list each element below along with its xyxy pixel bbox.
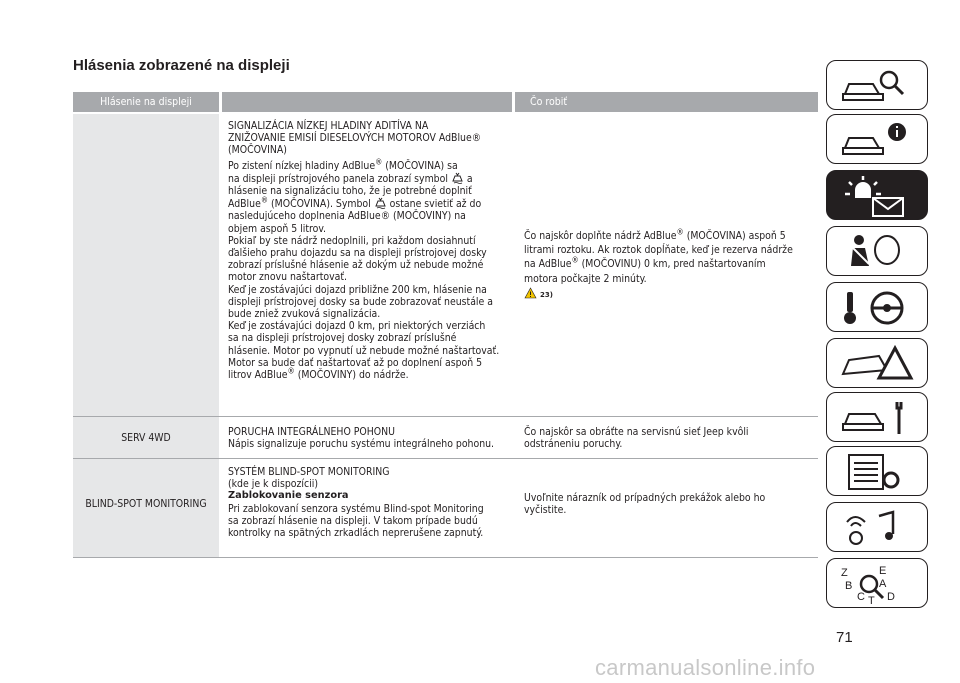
adblue-fluid-icon — [374, 197, 387, 209]
page-title: Hlásenia zobrazené na displeji — [73, 57, 290, 74]
specifications-list-icon — [839, 452, 917, 492]
watermark: carmanualsonline.info — [595, 655, 816, 680]
serv-4wd-action: Čo najskôr sa obráťte na servisnú sieť Jeep kvôli odstráneniu poruchy. — [524, 426, 749, 451]
svg-text:Z: Z — [841, 567, 848, 579]
chapter-tab-warning-lights[interactable] — [826, 170, 928, 220]
adblue-description: SIGNALIZÁCIA NÍZKEJ HLADINY ADITÍVA NA ZNIŽOVANIE EMISIÍ DIESELOVÝCH MOTOROV AdBlue® (MOČOVINA) Po zistení nízkej hladiny AdBlue® (MOČOVINA) sa na displeji prístrojového panela zobrazí symbol a hlásenie na signalizáciu toho, že je potrebné doplniť AdBlue® (MOČOVINA). Symbol ostane svietiť až do nasledujúceho doplnenia AdBlue® (MOČOVINY) na objem aspoň 5 litrov. Pokiaľ by ste nádrž nedoplnili, pri každom dosiahnutí ďalšieho prahu dojazdu sa na displeji prístrojovej dosky zobrazí príslušné hlásenie až dokým už nebude možné motor znovu naštartovať. Keď je zostávajúci dojazd približne 200 km, hlásenie na displeji prístrojovej dosky sa bude zobrazovať neustále a bude zniež zvuková signalizácia. Keď je zostávajúci dojazd 0 km, pri niektorých verziách sa na displeji prístrojovej dosky zobrazí príslušné hlásenie. Motor po vypnutí už nebude možné naštartovať. Motor sa bude dať naštartovať až po doplnení aspoň 5 litrov AdBlue® (MOČOVINY) do nádrže. — [228, 120, 500, 382]
alphabetical-index-icon — [839, 564, 917, 608]
sensor-blocked-heading: Zablokovanie senzora — [228, 490, 349, 502]
svg-text:E: E — [879, 565, 887, 577]
chapter-tab-safety[interactable] — [826, 226, 928, 276]
serv-4wd-description: PORUCHA INTEGRÁLNEHO POHONU Nápis signalizuje poruchu systému integrálneho pohonu. — [228, 426, 495, 451]
chapter-tab-starting[interactable] — [826, 282, 928, 332]
svg-text:T: T — [868, 595, 875, 607]
svg-text:C: C — [857, 591, 865, 603]
row-divider — [73, 416, 818, 417]
chapter-tab-specifications[interactable] — [826, 446, 928, 496]
header-what-to-do: Čo robiť — [515, 92, 818, 112]
header-description — [222, 92, 512, 112]
chapter-tab-emergency[interactable] — [826, 338, 928, 388]
chapter-tab-car-search[interactable] — [826, 60, 928, 110]
chapter-tab-car-info[interactable] — [826, 114, 928, 164]
display-message-serv-4wd: SERV 4WD — [121, 432, 171, 444]
page-number: 71 — [836, 629, 853, 646]
car-wrench-icon — [839, 398, 917, 438]
car-search-icon — [839, 66, 917, 106]
adblue-fluid-icon — [451, 172, 464, 184]
table-bottom-border — [73, 557, 818, 558]
blind-spot-action: Uvoľnite nárazník od prípadných prekážok alebo ho vyčistite. — [524, 492, 766, 517]
chapter-tab-maintenance[interactable] — [826, 392, 928, 442]
blind-spot-description: SYSTÉM BLIND-SPOT MONITORING (kde je k dispozícii) Zablokovanie senzora Pri zablokovaní senzora systému Blind-spot Monitoring sa zobrazí hlásenie na displeji. V takom prípade budú kontrolky na spätných zrkadlách neprerušene zapnutý. — [228, 466, 518, 539]
row-divider — [73, 458, 818, 459]
display-message-blind-spot: BLIND-SPOT MONITORING — [85, 498, 207, 510]
reference-number: 23) — [539, 290, 553, 299]
svg-text:B: B — [845, 580, 853, 592]
warning-triangle-icon — [524, 287, 537, 299]
car-info-icon — [839, 120, 917, 160]
multimedia-icon — [839, 508, 917, 548]
car-warning-triangle-icon — [839, 344, 917, 384]
chapter-tab-multimedia[interactable] — [826, 502, 928, 552]
svg-text:A: A — [879, 578, 887, 590]
adblue-action: Čo najskôr doplňte nádrž AdBlue® (MOČOVINA) aspoň 5 litrami roztoku. Ak roztok dopĺňate, keď je rezerva nádrže na AdBlue® (MOČOVINU) 0 km, pred naštartovaním motora počkajte 2 minúty. 23) — [524, 227, 793, 299]
chapter-tab-index[interactable] — [826, 558, 928, 608]
warning-light-message-icon — [839, 176, 917, 220]
header-display-message: Hlásenie na displeji — [73, 92, 219, 112]
steering-wheel-key-icon — [839, 288, 917, 328]
seatbelt-airbag-icon — [839, 232, 917, 272]
message-column-background — [73, 114, 219, 557]
svg-text:D: D — [887, 591, 895, 603]
